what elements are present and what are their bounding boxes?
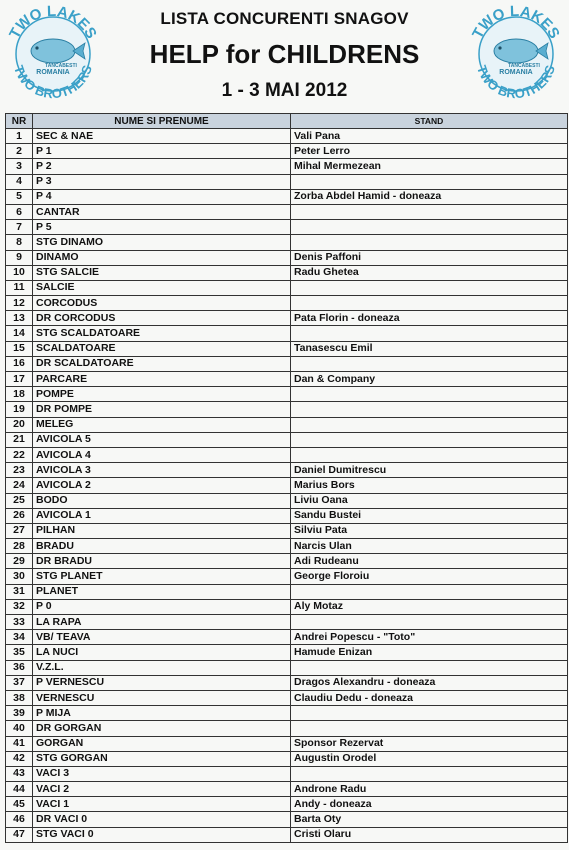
table-row: [6, 144, 568, 159]
row-number: 28: [6, 539, 33, 554]
table-row: [6, 387, 568, 402]
table-row: [6, 706, 568, 721]
row-stand: Tanasescu Emil: [291, 341, 568, 356]
row-number: 8: [6, 235, 33, 250]
row-name: AVICOLA 1: [33, 508, 291, 523]
row-name: DR BRADU: [33, 554, 291, 569]
row-name: CORCODUS: [33, 296, 291, 311]
row-name: SALCIE: [33, 280, 291, 295]
table-row: [6, 356, 568, 371]
row-number: 25: [6, 493, 33, 508]
row-name: P 1: [33, 144, 291, 159]
table-row: [6, 250, 568, 265]
row-number: 13: [6, 311, 33, 326]
table-row: [6, 827, 568, 842]
row-number: 47: [6, 827, 33, 842]
table-row: [6, 599, 568, 614]
table-row: [6, 341, 568, 356]
table-row: [6, 235, 568, 250]
row-number: 20: [6, 417, 33, 432]
row-name: DR GORGAN: [33, 721, 291, 736]
table-row: [6, 736, 568, 751]
row-stand: Sponsor Rezervat: [291, 736, 568, 751]
row-name: MELEG: [33, 417, 291, 432]
row-name: V.Z.L.: [33, 660, 291, 675]
logo-bottom-text: TWO BROTHERS: [474, 63, 558, 102]
list-title: LISTA CONCURENTI SNAGOV: [160, 9, 409, 28]
row-name: DR CORCODUS: [33, 311, 291, 326]
row-stand: [291, 660, 568, 675]
row-name: P 2: [33, 159, 291, 174]
row-number: 5: [6, 189, 33, 204]
row-number: 15: [6, 341, 33, 356]
table-row: [6, 569, 568, 584]
row-stand: Marius Bors: [291, 478, 568, 493]
row-number: 6: [6, 204, 33, 219]
row-number: 31: [6, 584, 33, 599]
row-stand: Daniel Dumitrescu: [291, 463, 568, 478]
table-row: [6, 159, 568, 174]
row-name: P 0: [33, 599, 291, 614]
row-number: 44: [6, 782, 33, 797]
row-number: 38: [6, 690, 33, 705]
row-stand: Augustin Orodel: [291, 751, 568, 766]
row-number: 9: [6, 250, 33, 265]
table-row: [6, 584, 568, 599]
row-stand: [291, 766, 568, 781]
row-name: DR VACI 0: [33, 812, 291, 827]
table-row: [6, 326, 568, 341]
row-stand: [291, 220, 568, 235]
row-stand: Adi Rudeanu: [291, 554, 568, 569]
logo-bottom-text: TWO BROTHERS: [11, 63, 95, 102]
row-number: 10: [6, 265, 33, 280]
row-name: DR POMPE: [33, 402, 291, 417]
row-name: AVICOLA 3: [33, 463, 291, 478]
row-name: STG VACI 0: [33, 827, 291, 842]
row-number: 34: [6, 630, 33, 645]
row-number: 45: [6, 797, 33, 812]
row-number: 36: [6, 660, 33, 675]
row-stand: Radu Ghetea: [291, 265, 568, 280]
row-stand: [291, 204, 568, 219]
row-name: PARCARE: [33, 372, 291, 387]
row-name: P 5: [33, 220, 291, 235]
row-name: VACI 1: [33, 797, 291, 812]
table-row: [6, 539, 568, 554]
row-name: GORGAN: [33, 736, 291, 751]
row-name: CANTAR: [33, 204, 291, 219]
row-name: P 4: [33, 189, 291, 204]
event-dates: 1 - 3 MAI 2012: [221, 80, 348, 101]
table-row: [6, 372, 568, 387]
logo-top-text: TWO LAKES: [6, 3, 100, 42]
two-lakes-logo-right: [466, 3, 566, 105]
row-stand: [291, 280, 568, 295]
row-stand: Narcis Ulan: [291, 539, 568, 554]
row-stand: [291, 706, 568, 721]
row-name: P 3: [33, 174, 291, 189]
page-header: [0, 0, 569, 110]
row-stand: Claudiu Dedu - doneaza: [291, 690, 568, 705]
row-name: VACI 3: [33, 766, 291, 781]
row-name: DINAMO: [33, 250, 291, 265]
row-number: 16: [6, 356, 33, 371]
row-stand: Denis Paffoni: [291, 250, 568, 265]
row-name: PILHAN: [33, 523, 291, 538]
table-header-row: [6, 114, 568, 129]
row-name: VACI 2: [33, 782, 291, 797]
row-name: AVICOLA 4: [33, 447, 291, 462]
row-stand: Sandu Bustei: [291, 508, 568, 523]
row-number: 23: [6, 463, 33, 478]
table-row: [6, 447, 568, 462]
row-name: VB/ TEAVA: [33, 630, 291, 645]
table-row: [6, 280, 568, 295]
table-row: [6, 645, 568, 660]
row-stand: [291, 387, 568, 402]
table-row: [6, 721, 568, 736]
row-stand: [291, 721, 568, 736]
table-row: [6, 751, 568, 766]
row-stand: [291, 326, 568, 341]
row-stand: [291, 432, 568, 447]
row-number: 1: [6, 129, 33, 144]
table-row: [6, 523, 568, 538]
logo-mid-text: TANCABESTI: [508, 63, 540, 69]
row-number: 7: [6, 220, 33, 235]
table-row: [6, 782, 568, 797]
table-row: [6, 478, 568, 493]
row-name: BRADU: [33, 539, 291, 554]
row-number: 17: [6, 372, 33, 387]
table-row: [6, 417, 568, 432]
table-row: [6, 296, 568, 311]
row-number: 21: [6, 432, 33, 447]
logo-country: ROMANIA: [499, 69, 533, 76]
table-row: [6, 311, 568, 326]
table-row: [6, 660, 568, 675]
row-number: 35: [6, 645, 33, 660]
row-number: 4: [6, 174, 33, 189]
row-stand: [291, 584, 568, 599]
row-number: 27: [6, 523, 33, 538]
row-number: 3: [6, 159, 33, 174]
row-stand: Dan & Company: [291, 372, 568, 387]
logo-country: ROMANIA: [36, 69, 70, 76]
row-name: STG GORGAN: [33, 751, 291, 766]
row-number: 24: [6, 478, 33, 493]
table-row: [6, 508, 568, 523]
row-name: STG PLANET: [33, 569, 291, 584]
table-row: [6, 402, 568, 417]
logo-mid-text: TANCABESTI: [45, 63, 77, 69]
header-nr: NR: [6, 114, 33, 129]
row-stand: Androne Radu: [291, 782, 568, 797]
row-stand: [291, 417, 568, 432]
row-stand: [291, 174, 568, 189]
row-stand: Zorba Abdel Hamid - doneaza: [291, 189, 568, 204]
row-stand: Silviu Pata: [291, 523, 568, 538]
row-number: 14: [6, 326, 33, 341]
row-name: STG DINAMO: [33, 235, 291, 250]
row-stand: Cristi Olaru: [291, 827, 568, 842]
competitors-table: [5, 113, 568, 843]
row-name: P MIJA: [33, 706, 291, 721]
row-name: PLANET: [33, 584, 291, 599]
table-row: [6, 675, 568, 690]
table-row: [6, 615, 568, 630]
row-stand: Andy - doneaza: [291, 797, 568, 812]
row-number: 22: [6, 447, 33, 462]
row-number: 18: [6, 387, 33, 402]
row-name: POMPE: [33, 387, 291, 402]
row-number: 37: [6, 675, 33, 690]
table-row: [6, 690, 568, 705]
table-row: [6, 766, 568, 781]
row-name: P VERNESCU: [33, 675, 291, 690]
row-stand: [291, 402, 568, 417]
row-number: 29: [6, 554, 33, 569]
row-stand: Liviu Oana: [291, 493, 568, 508]
row-name: DR SCALDATOARE: [33, 356, 291, 371]
row-number: 2: [6, 144, 33, 159]
row-stand: [291, 235, 568, 250]
header-stand: STAND: [291, 114, 568, 129]
row-number: 33: [6, 615, 33, 630]
table-row: [6, 220, 568, 235]
row-stand: [291, 356, 568, 371]
row-name: SCALDATOARE: [33, 341, 291, 356]
row-number: 12: [6, 296, 33, 311]
row-name: STG SALCIE: [33, 265, 291, 280]
table-row: [6, 812, 568, 827]
row-stand: Barta Oty: [291, 812, 568, 827]
row-name: BODO: [33, 493, 291, 508]
row-stand: Mihal Mermezean: [291, 159, 568, 174]
table-row: [6, 493, 568, 508]
table-row: [6, 630, 568, 645]
row-number: 30: [6, 569, 33, 584]
row-stand: [291, 447, 568, 462]
row-stand: Vali Pana: [291, 129, 568, 144]
row-stand: Hamude Enizan: [291, 645, 568, 660]
row-number: 40: [6, 721, 33, 736]
logo-top-text: TWO LAKES: [469, 3, 563, 42]
table-row: [6, 129, 568, 144]
table-row: [6, 265, 568, 280]
row-number: 43: [6, 766, 33, 781]
table-row: [6, 554, 568, 569]
event-title: HELP for CHILDRENS: [149, 39, 420, 69]
row-number: 26: [6, 508, 33, 523]
row-number: 32: [6, 599, 33, 614]
row-name: SEC & NAE: [33, 129, 291, 144]
row-number: 11: [6, 280, 33, 295]
row-stand: [291, 296, 568, 311]
row-name: STG SCALDATOARE: [33, 326, 291, 341]
row-stand: George Floroiu: [291, 569, 568, 584]
row-number: 39: [6, 706, 33, 721]
header-name: NUME SI PRENUME: [33, 114, 291, 129]
row-stand: Aly Motaz: [291, 599, 568, 614]
row-number: 19: [6, 402, 33, 417]
row-name: AVICOLA 5: [33, 432, 291, 447]
table-row: [6, 174, 568, 189]
row-stand: Andrei Popescu - "Toto": [291, 630, 568, 645]
row-name: AVICOLA 2: [33, 478, 291, 493]
row-number: 42: [6, 751, 33, 766]
table-row: [6, 189, 568, 204]
row-stand: [291, 615, 568, 630]
row-number: 46: [6, 812, 33, 827]
row-stand: Dragos Alexandru - doneaza: [291, 675, 568, 690]
table-row: [6, 204, 568, 219]
row-name: LA NUCI: [33, 645, 291, 660]
row-stand: Peter Lerro: [291, 144, 568, 159]
row-stand: Pata Florin - doneaza: [291, 311, 568, 326]
row-number: 41: [6, 736, 33, 751]
table-row: [6, 797, 568, 812]
table-row: [6, 432, 568, 447]
row-name: LA RAPA: [33, 615, 291, 630]
table-row: [6, 463, 568, 478]
row-name: VERNESCU: [33, 690, 291, 705]
